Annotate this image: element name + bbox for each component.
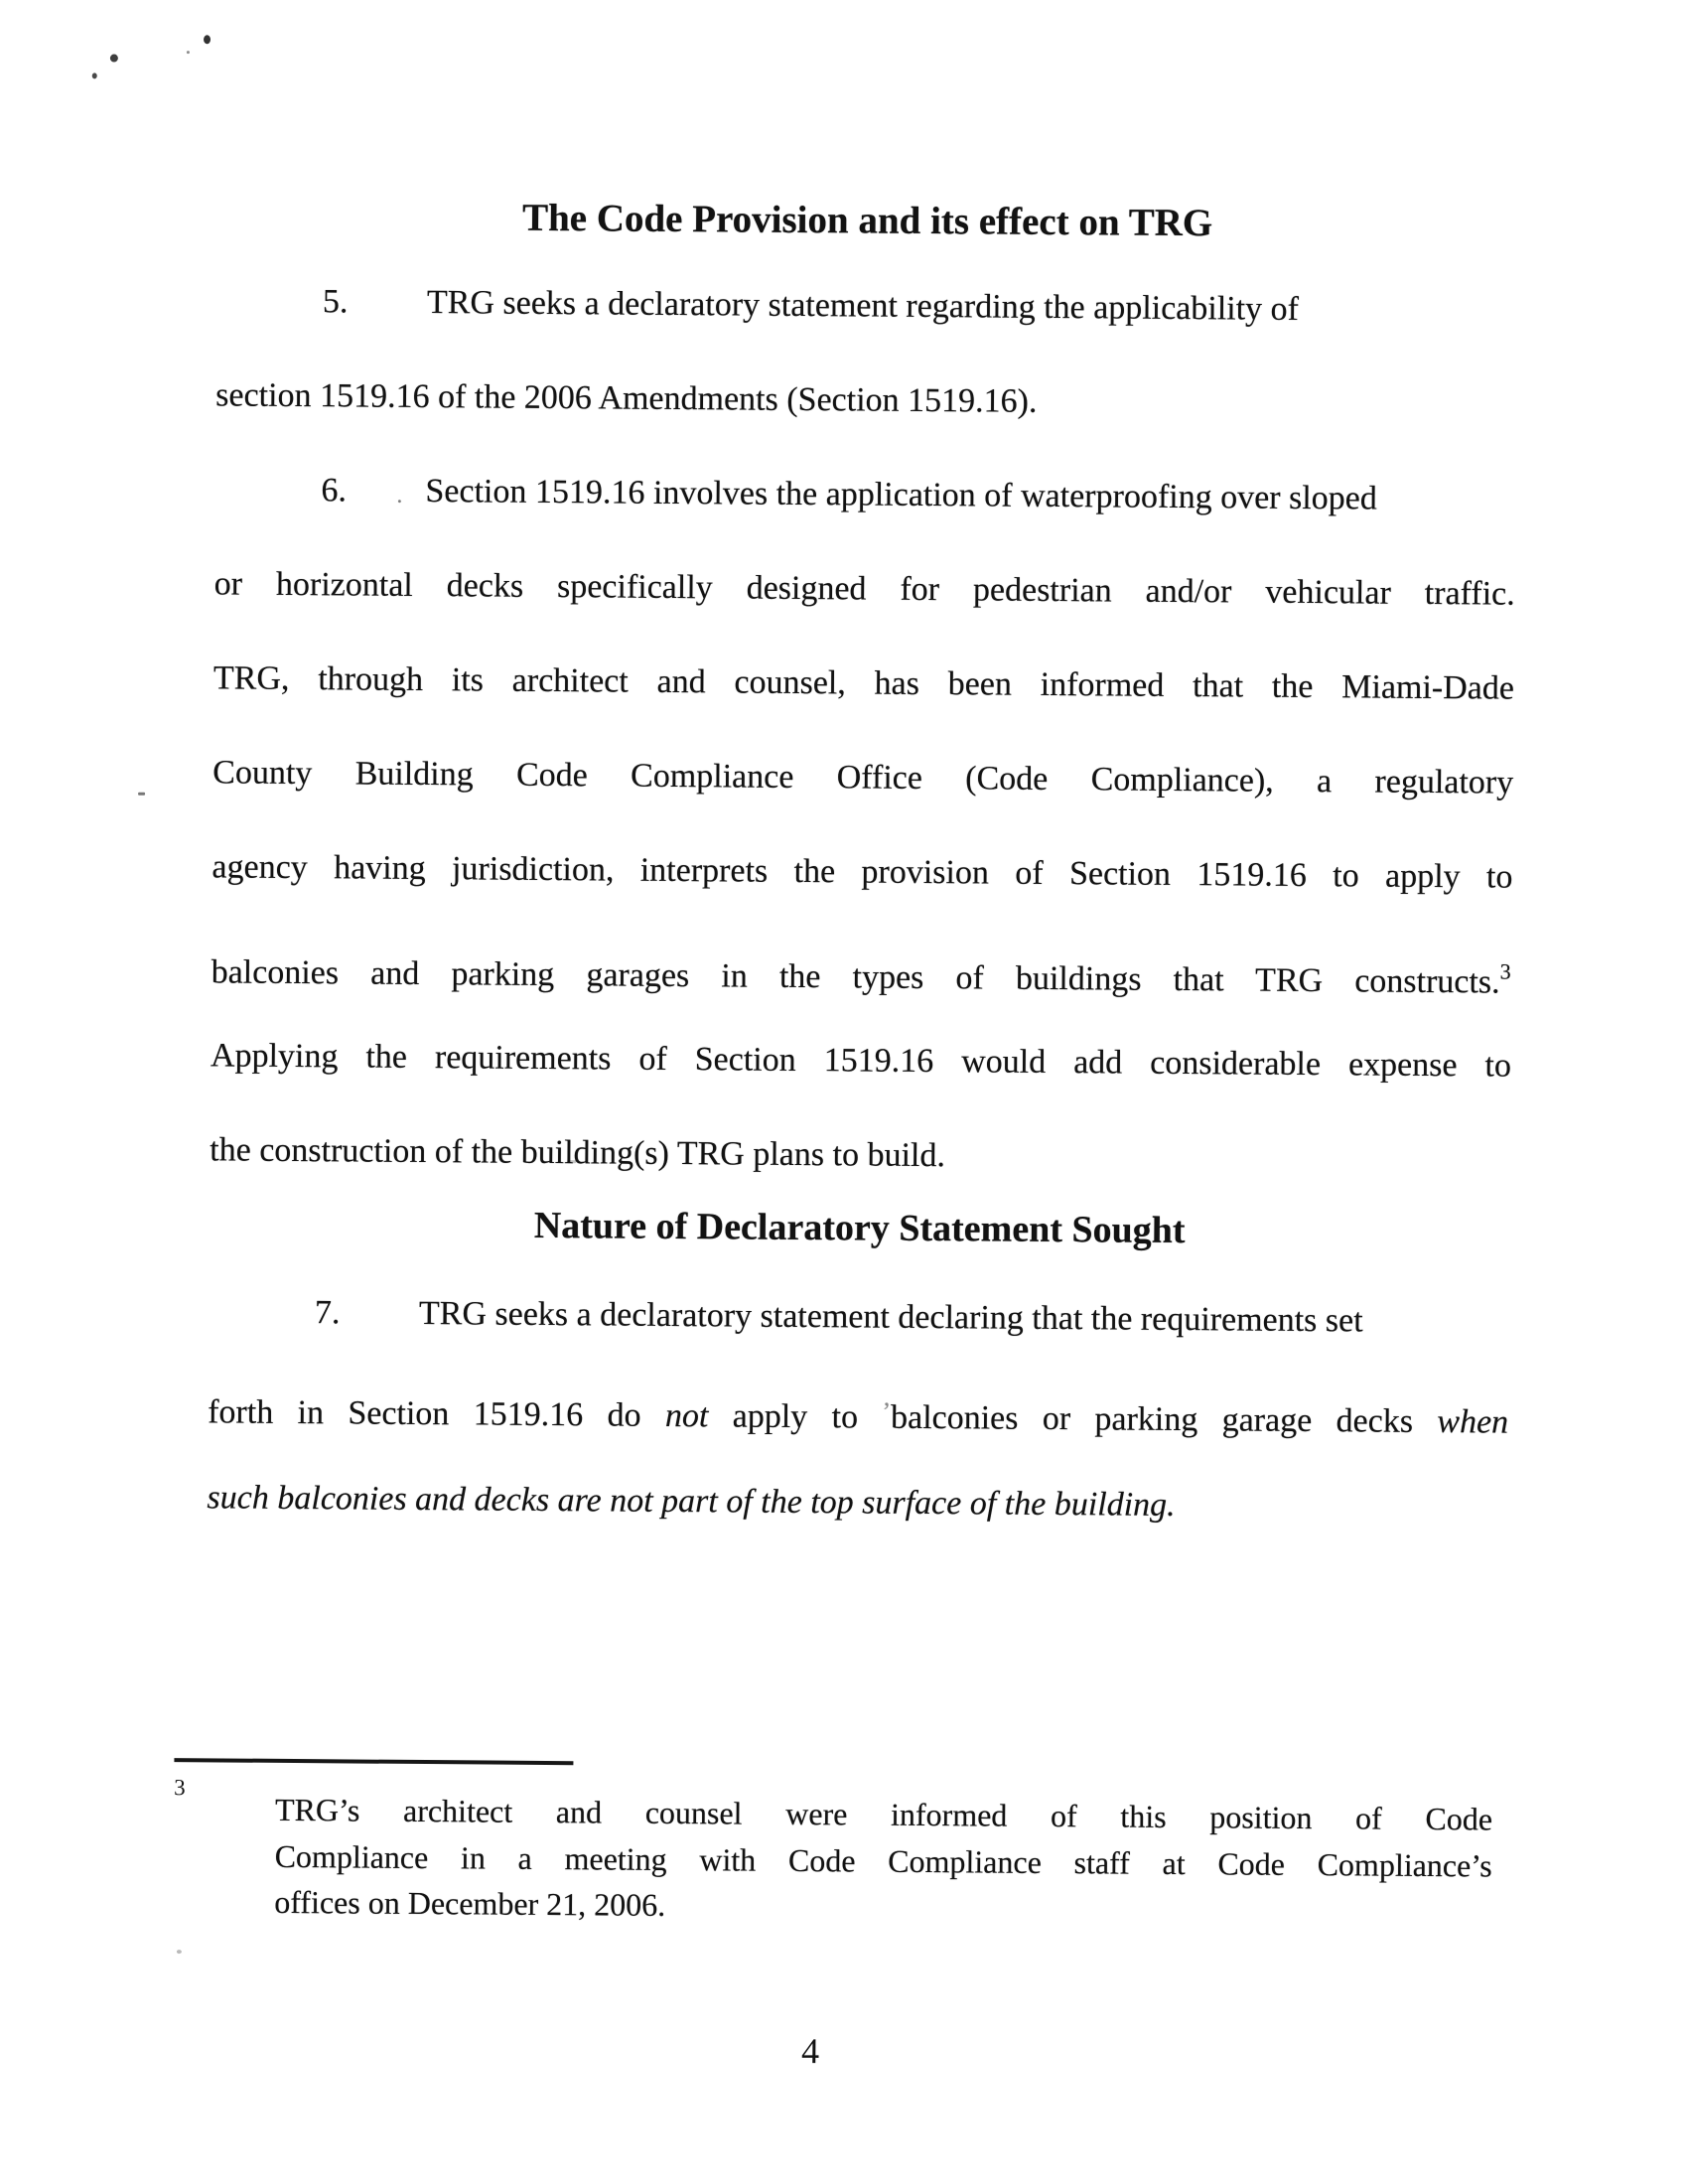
paragraph-6-line-1 (321, 469, 1515, 521)
paragraph-6-line-3: TRG, through its architect and counsel, has been informed that the Miami-Dade (212, 659, 1515, 707)
scan-artifact-dot (187, 51, 190, 54)
footnote-reference-3: 3 (1499, 958, 1512, 984)
paragraph-6-line-2: or horizontal decks specifically designed for pedestrian and/or vehicular traffic. (213, 565, 1515, 613)
stray-apostrophe-artifact: ʼ (882, 1396, 892, 1426)
p7l2-italic-not: not (664, 1396, 709, 1435)
p7l2-italic-when: when (1437, 1403, 1509, 1441)
footnote-marker-3: 3 (174, 1775, 186, 1801)
scan-artifact-dot (92, 73, 97, 78)
stray-dot-artifact: . (396, 482, 403, 509)
paragraph-7-number: 7. (314, 1294, 341, 1332)
paragraph-6-line-7: Applying the requirements of Section 1519.16 would add considerable expense to (210, 1037, 1512, 1085)
footnote-separator-rule (174, 1758, 573, 1765)
section-heading-nature-of-declaratory-statement: Nature of Declaratory Statement Sought (533, 1204, 1186, 1252)
scan-artifact-dot (177, 1950, 182, 1954)
p7l2-regular-c: balconies or parking garage decks (890, 1398, 1438, 1441)
paragraph-6-line-4: County Building Code Compliance Office (Code Compliance), a regulatory (212, 754, 1514, 801)
paragraph-6-line-5: agency having jurisdiction, interprets the provision of Section 1519.16 to apply to (211, 848, 1513, 896)
footnote-line-3: offices on December 21, 2006. (274, 1883, 666, 1923)
scan-artifact-dot (204, 35, 211, 44)
paragraph-6-number (321, 469, 425, 513)
paragraph-7-text: TRG seeks a declaratory statement declaring that the requirements set (418, 1294, 1363, 1340)
paragraph-7-line-2 (208, 1384, 1508, 1444)
paragraph-7-line-1 (315, 1291, 1509, 1344)
scan-artifact-dot (138, 793, 145, 796)
paragraph-5-text: TRG seeks a declaratory statement regarding the applicability of (426, 284, 1300, 328)
paragraph-5-number: 5. (322, 283, 349, 321)
paragraph-5-line-1 (323, 280, 1517, 333)
section-heading-code-provision: The Code Provision and its effect on TRG (521, 196, 1213, 245)
footnote-line-1: TRG’s architect and counsel were informed of this position of Code (274, 1791, 1493, 1837)
paragraph-6-line-6 (211, 940, 1511, 1004)
paragraph-6-line-6-text: balconies and parking garages in the types of buildings that TRG constructs. (211, 953, 1500, 1001)
p7l2-regular-a: forth in Section 1519.16 do (208, 1393, 666, 1434)
paragraph-6-number-text: 6. (321, 472, 348, 510)
footnote-line-2: Compliance in a meeting with Code Compliance staff at Code Compliance’s (274, 1837, 1492, 1884)
paragraph-7-line-3-italic: such balconies and decks are not part of the top surface of the building. (207, 1479, 1176, 1524)
paragraph-5-line-2: section 1519.16 of the 2006 Amendments (Section 1519.16). (215, 376, 1038, 420)
p7l2-regular-b: apply to (708, 1397, 883, 1436)
scan-artifact-dot (110, 55, 118, 63)
paragraph-6-line-8: the construction of the building(s) TRG plans to build. (210, 1131, 946, 1175)
paragraph-6-text: Section 1519.16 involves the application of waterproofing over sloped (425, 473, 1377, 517)
page-number: 4 (800, 2031, 820, 2072)
